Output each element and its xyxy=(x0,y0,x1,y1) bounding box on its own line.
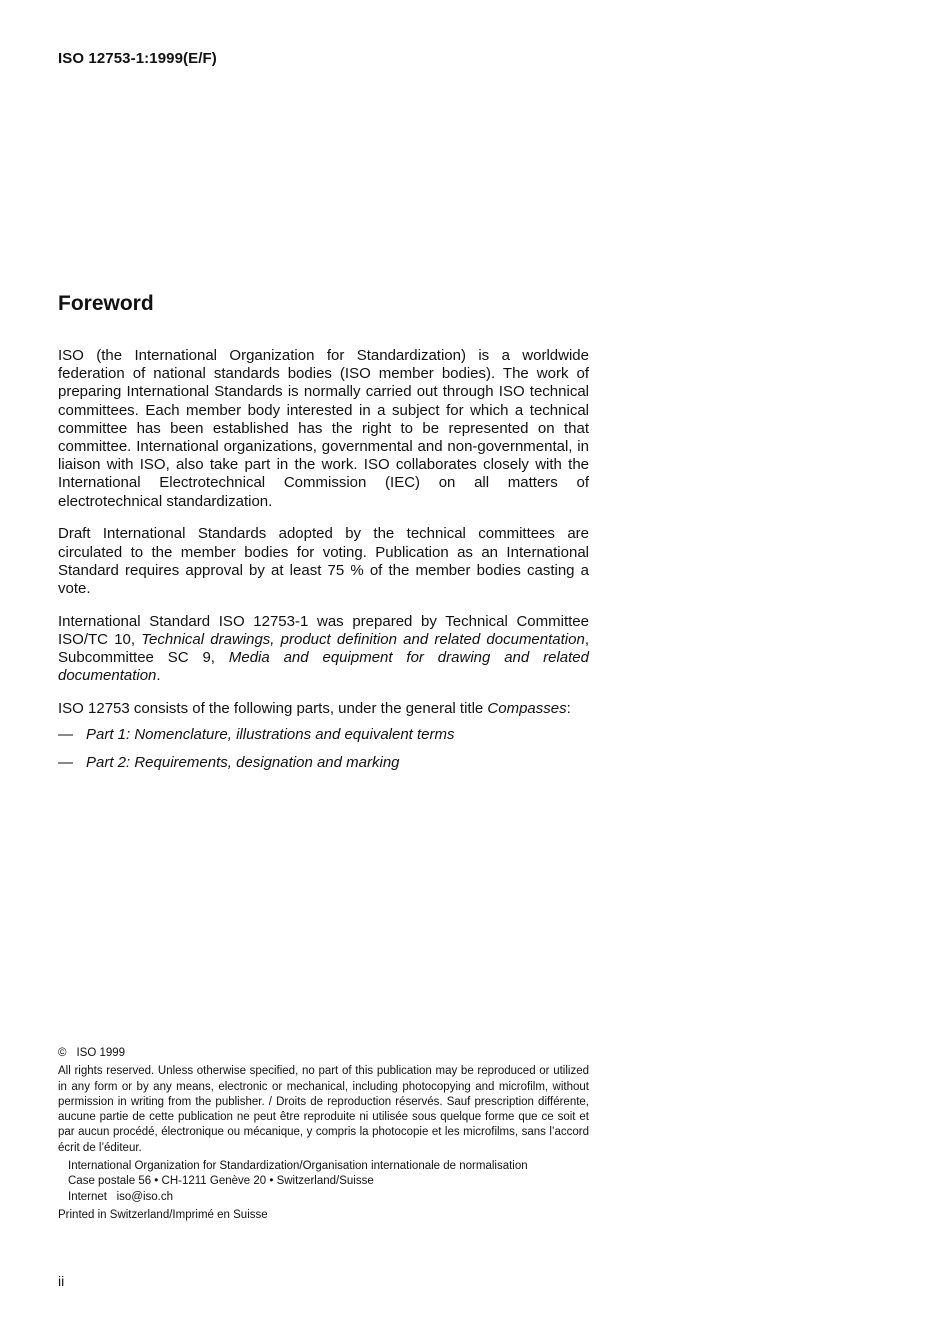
postal-address-line: Case postale 56 • CH-1211 Genève 20 • Switzerland/Suisse xyxy=(68,1175,374,1188)
list-dash: — xyxy=(58,726,73,744)
publisher-address xyxy=(68,1159,589,1205)
committee-title: Technical drawings, product definition and related documentation xyxy=(141,630,585,648)
rights-statement: All rights reserved. Unless otherwise specified, no part of this publication may be reproduced or utilized in any form or by any means, electronic or mechanical, including photocopying and microfilm, without permission in writing from the publisher. / Droits de reproduction réservés. Sauf prescription différente, aucune partie de cette publication ne peut être reproduite ni utilisée sous quelque forme que ce soit et par aucun procédé, électronique ou mécanique, y compris la photocopie et les microfilms, sans l’accord écrit de l’éditeur. xyxy=(58,1065,589,1154)
printed-line: Printed in Switzerland/Imprimé en Suisse xyxy=(58,1208,268,1221)
parts-intro-text-1: ISO 12753 consists of the following parts, under the general title xyxy=(58,699,488,717)
preparation-text-3: . xyxy=(156,667,161,685)
paragraph-iso-intro: ISO (the International Organization for Standardization) is a worldwide federation of national standards bodies (ISO member bodies). The work of preparing International Standards is normally carried out through ISO technical committees. Each member body interested in a subject for which a technical committee has been established has the right to be represented on that committee. International organizations, governmental and non-governmental, in liaison with ISO, also take part in the work. ISO collaborates closely with the International Electrotechnical Commission (IEC) on all matters of electrotechnical standardization. xyxy=(58,347,589,510)
section-title: Foreword xyxy=(58,292,154,315)
internet-line: Internet iso@iso.ch xyxy=(68,1190,173,1203)
paragraph-preparation xyxy=(58,613,589,686)
copyright-text: ISO 1999 xyxy=(76,1047,126,1059)
list-item xyxy=(58,726,589,744)
document-identifier: ISO 12753-1:1999(E/F) xyxy=(58,50,217,67)
list-item-text: Part 2: Requirements, designation and marking xyxy=(86,753,400,771)
preparation-text-2: , Subcommittee SC 9, xyxy=(58,630,589,667)
general-title: Compasses xyxy=(487,699,567,717)
copyright-line xyxy=(58,1046,589,1061)
paragraph-parts-intro xyxy=(58,700,589,718)
list-dash: — xyxy=(58,753,73,771)
list-item-text: Part 1: Nomenclature, illustrations and equivalent terms xyxy=(86,726,455,744)
page-number: ii xyxy=(58,1273,65,1289)
copyright-icon: © xyxy=(58,1047,67,1059)
preparation-text-1: International Standard ISO 12753-1 was prepared by Technical Committee ISO/TC 10, xyxy=(58,612,589,648)
organization-line: International Organization for Standardization/Organisation internationale de normalisation xyxy=(68,1160,528,1173)
list-item xyxy=(58,754,589,772)
subcommittee-title: Media and equipment for drawing and related documentation xyxy=(58,649,589,685)
foreword-body xyxy=(58,347,589,782)
legal-notice xyxy=(58,1046,589,1223)
paragraph-draft-standards: Draft International Standards adopted by the technical committees are circulated to the member bodies for voting. Publication as an International Standard requires approval by at least 75 % of the member bodies casting a vote. xyxy=(58,525,589,597)
parts-intro-text-2: : xyxy=(566,699,571,717)
